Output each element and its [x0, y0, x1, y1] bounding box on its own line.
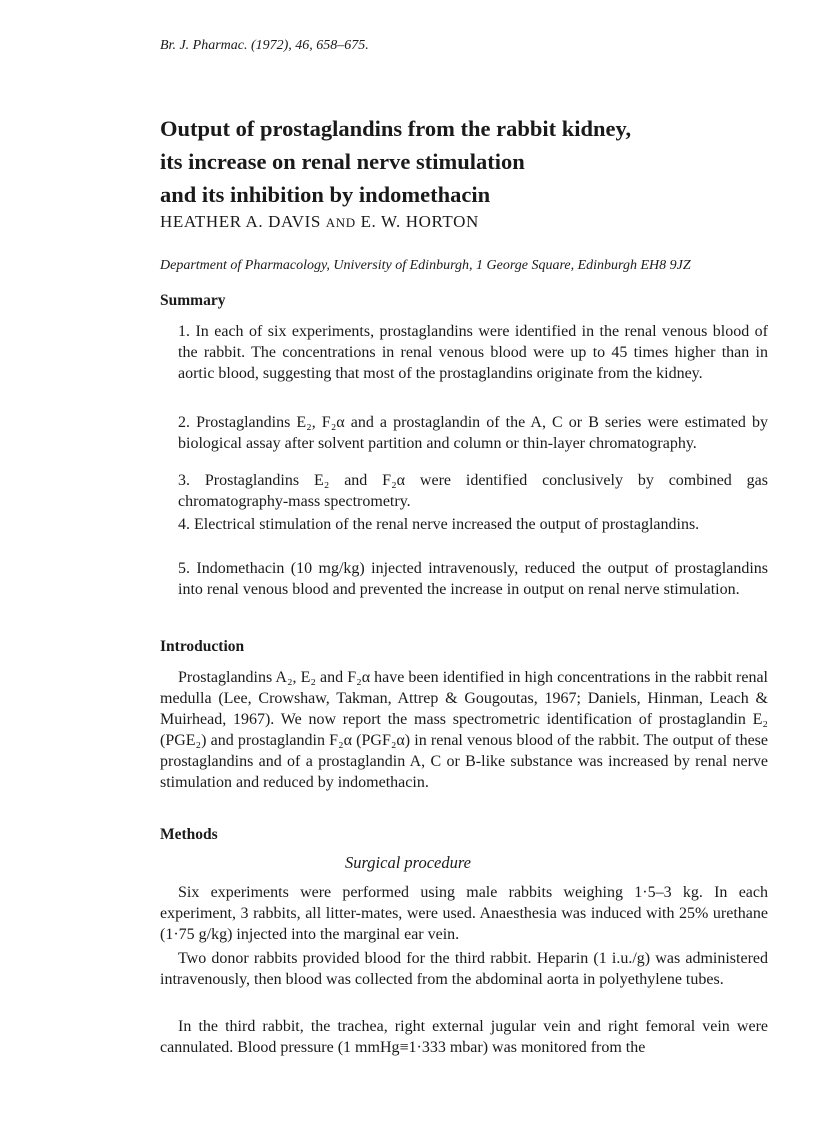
title-line: Output of prostaglandins from the rabbit kidney, — [160, 116, 632, 141]
surgical-procedure-subheading: Surgical procedure — [344, 853, 471, 872]
title-line: and its inhibition by indomethacin — [160, 182, 491, 207]
methods-paragraph: In the third rabbit, the trachea, right external jugular vein and right femoral vein were cannulated. Blood pressure (1 mmHg≡1·333 mbar) was monitored from the — [160, 1018, 768, 1056]
summary-item: 5. Indomethacin (10 mg/kg) injected intravenously, reduced the output of prostaglandins into renal venous blood and prevented the increase in output on renal nerve stimulation. — [178, 560, 768, 598]
methods-heading: Methods — [160, 826, 218, 843]
introduction-paragraph: Prostaglandins A₂, E₂ and F₂α have been identified in high concentrations in the rabbit renal medulla (Lee, Crowshaw, Takman, Attrep & Gougoutas, 1967; Daniels, Hinman, Leach & Muirhead, 1967). We now report the mass spectrometric identification of prostaglandin E₂ (PGE₂) and prostaglandin F₂α (PGF₂α) in renal venous blood of the rabbit. The output of these prostaglandins and of a prostaglandin A, C or B-like substance was increased by renal nerve stimulation and reduced by indomethacin. — [160, 669, 768, 791]
author-name: HEATHER A. DAVIS — [160, 212, 321, 231]
article-title — [160, 112, 760, 211]
summary-item: 4. Electrical stimulation of the renal nerve increased the output of prostaglandins. — [178, 516, 700, 533]
methods-paragraph: Two donor rabbits provided blood for the third rabbit. Heparin (1 i.u./g) was administered intravenously, then blood was collected from the abdominal aorta in polyethylene tubes. — [160, 950, 768, 988]
author-conjunction: AND — [325, 215, 356, 230]
summary-item: 1. In each of six experiments, prostaglandins were identified in the renal venous blood of the rabbit. The concentrations in renal venous blood were up to 45 times higher than in aortic blood, suggesting that most of the prostaglandins originate from the kidney. — [178, 323, 768, 382]
affiliation: Department of Pharmacology, University of Edinburgh, 1 George Square, Edinburgh EH8 9JZ — [160, 258, 691, 273]
author-list — [160, 212, 479, 232]
summary-heading: Summary — [160, 292, 226, 309]
summary-item: 2. Prostaglandins E₂, F₂α and a prostaglandin of the A, C or B series were estimated by biological assay after solvent partition and column or thin-layer chromatography. — [178, 414, 768, 452]
author-name: E. W. HORTON — [360, 212, 479, 231]
journal-citation: Br. J. Pharmac. (1972), 46, 658–675. — [160, 38, 369, 53]
title-line: its increase on renal nerve stimulation — [160, 149, 525, 174]
methods-paragraph: Six experiments were performed using male rabbits weighing 1·5–3 kg. In each experiment, 3 rabbits, all litter-mates, were used. Anaesthesia was induced with 25% urethane (1·75 g/kg) injected into the marginal ear vein. — [160, 884, 768, 943]
introduction-heading: Introduction — [160, 638, 245, 655]
summary-item: 3. Prostaglandins E₂ and F₂α were identified conclusively by combined gas chromatography-mass spectrometry. — [178, 472, 768, 510]
